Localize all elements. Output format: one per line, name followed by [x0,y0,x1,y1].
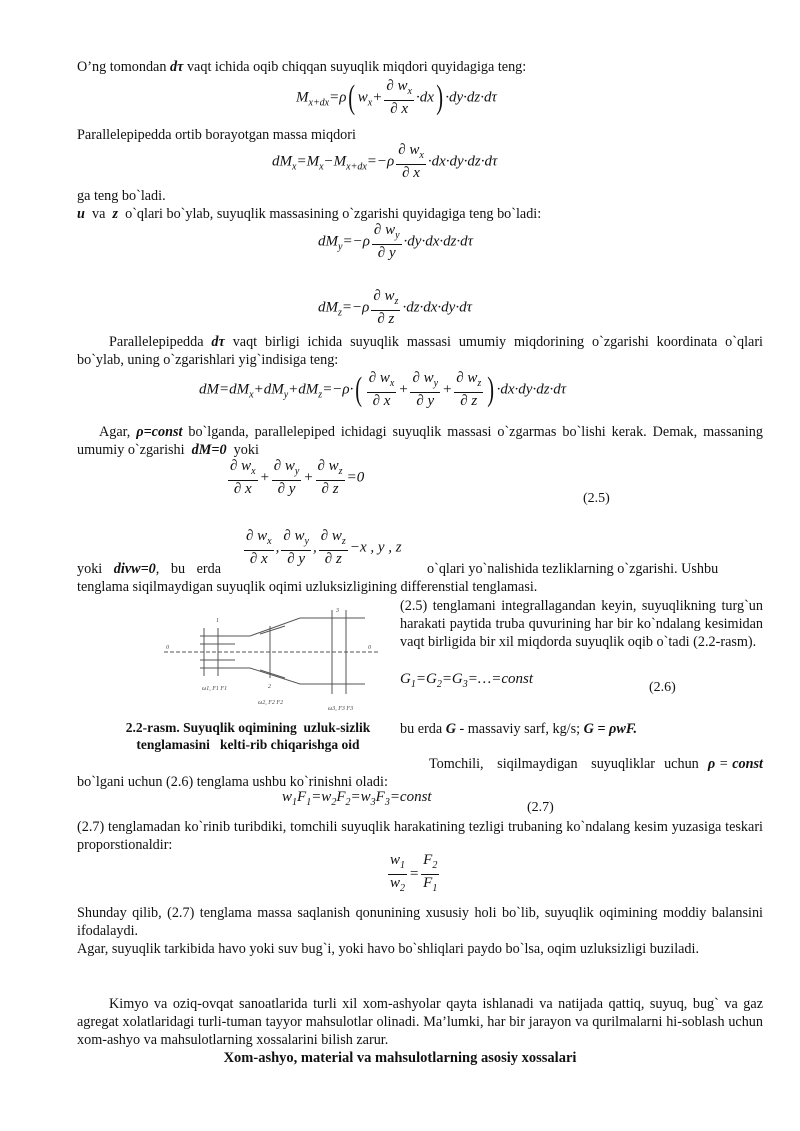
paragraph-7c: tenglama siqilmaydigan suyuqlik oqimi uzluksizligining differenstial tenglamasi. [77,579,538,595]
paragraph-4: u va z o`qlari bo`ylab, suyuqlik massasining o`zgarishi quyidagiga teng bo`ladi: [77,206,542,222]
paragraph-12: Shunday qilib, (2.7) tenglama massa saqlanish qonunining xususiy holi bo`lib, suyuqlik oqimining moddiy balansini ifodalaydi. [77,905,763,939]
label-section-2: ω2, F2 F2 [258,700,284,706]
paragraph-7b: o`qlari yo`nalishida tezliklarning o`zgarishi. Ushbu [427,561,719,577]
equation-ratio: $\frac{w_1}{w_2}$ = $\frac{F_2}{F_1}$ [390,852,438,894]
label-top-3: 3 [336,608,339,614]
label-section-3: ω3, F3 F3 [328,706,354,712]
equation-number-2-7: (2.7) [527,800,554,815]
label-bottom-2: 2 [268,684,271,690]
equation-continuity: $\frac{\partial w_x}{\partial x}$ + $\frac{\partial w_y}{\partial y}$ + $\frac{\partial w_z}{\partial z}$ =0 [230,458,365,497]
label-right-axis: 0 [368,645,371,651]
paragraph-2: Parallelepipedda ortib borayotgan massa miqdori [77,127,356,143]
label-section-1: ω1, F1 F1 [202,686,228,692]
equation-number-2-5: (2.5) [583,491,610,506]
equation-number-2-6: (2.6) [649,680,676,695]
figure-caption: 2.2-rasm. Suyuqlik oqimining uzluk-sizlik tenglamasini kelti-rib chiqarishga oid [125,720,371,752]
equation-dM-total: $dM=dM_x+dM_y+dM_z=-\rho\cdot$( $\frac{\partial w_x}{\partial x}$ + $\frac{\partial w_y}{\partial y}$ + $\frac{\partial w_z}{\partial z}$ ) ·dx·dy·dz·dτ [199,370,567,409]
equation-mass-outflow: $M_{x+dx}=\rho$( $w_x+$ $\frac{\partial w_x}{\partial x}$ ·dx) ·dy·dz·dτ [296,78,497,117]
paragraph-14: Kimyo va oziq-ovqat sanoatlarida turli xil xom-ashyolar qayta ishlanadi va natijada qattiq, suyuq, bug` va gaz agregat xolatlaridagi turli-tuman tayyor mahsulotlar olinadi. Ma’lumki, har bir jarayon va qurilmalarni hi-soblash uchun xom-ashyo va mahsulotlarning xossalarini bilish zarur. [77,996,763,1048]
equation-dMx: $dM_x=M_x-M_{x+dx}=-\rho$ $\frac{\partial w_x}{\partial x}$ ·dx·dy·dz·dτ [272,142,498,181]
paragraph-8: (2.5) tenglamani integrallagandan keyin, suyuqlikning turg`un harakati paytida truba quvurining har bir ko`ndalang kesimidan vaqt birligida bir xil miqdorda suyuqlik oqib o`tadi (2.2-rasm). [400,598,763,650]
paragraph-10: Tomchili, siqilmaydigan suyuqliklar uchun ρ = const bo`lgani uchun (2.6) tenglama ushbu ko`rinishni oladi: [77,756,763,790]
equation-dMz: $dM_z=-\rho$ $\frac{\partial w_z}{\partial z}$ ·dz·dx·dy·dτ [318,288,472,327]
paragraph-13: Agar, suyuqlik tarkibida havo yoki suv bug`i, yoki havo bo`shliqlari paydo bo`lsa, oqim uzluksizligi buziladi. [77,941,700,957]
paragraph-9: bu erda G - massaviy sarf, kg/s; G = ρwF. [400,721,637,737]
paragraph-5: Parallelepipedda dτ vaqt birligi ichida suyuqlik massasi umumiy miqdorining o`zgarishi koordinata o`qlari bo`ylab, uning o`zgarishlari yig`indisiga teng: [77,334,763,368]
paragraph-3: ga teng bo`ladi. [77,188,166,204]
equation-dMy: $dM_y=-\rho$ $\frac{\partial w_y}{\partial y}$ ·dy·dx·dz·dτ [318,222,474,261]
equation-partials-list: $\frac{\partial w_x}{\partial x}$ , $\frac{\partial w_y}{\partial y}$ , $\frac{\partial w_z}{\partial z}$ −x , y , z [246,528,402,567]
pipe-bottom-wall [200,668,365,684]
paragraph-7a: yoki divw=0, bu erda [77,561,222,577]
equation-velocity-area: $w_1F_1=w_2F_2=w_3F_3=const$ [282,789,432,808]
pipe-figure [160,604,382,714]
section-heading: Xom-ashyo, material va mahsulotlarning asosiy xossalari [223,1050,577,1066]
paragraph-6: Agar, ρ=const bo`lganda, parallelepiped ichidagi suyuqlik massasi o`zgarmas bo`lishi kerak. Demak, massaning umumiy o`zgarishi dM=0 yoki [77,424,763,458]
paragraph-11: (2.7) tenglamadan ko`rinib turibdiki, tomchili suyuqlik harakatining tezligi trubaning ko`ndalang kesim yuzasiga teskari proporstionaldir: [77,819,763,853]
label-top-1: 1 [216,618,219,624]
equation-mass-flow-equality: $G_1=G_2=G_3=\dots=const$ [400,671,534,690]
paragraph-1: O’ng tomondan dτ vaqt ichida oqib chiqqan suyuqlik miqdori quyidagiga teng: [77,59,527,75]
label-left-axis: 0 [166,645,169,651]
